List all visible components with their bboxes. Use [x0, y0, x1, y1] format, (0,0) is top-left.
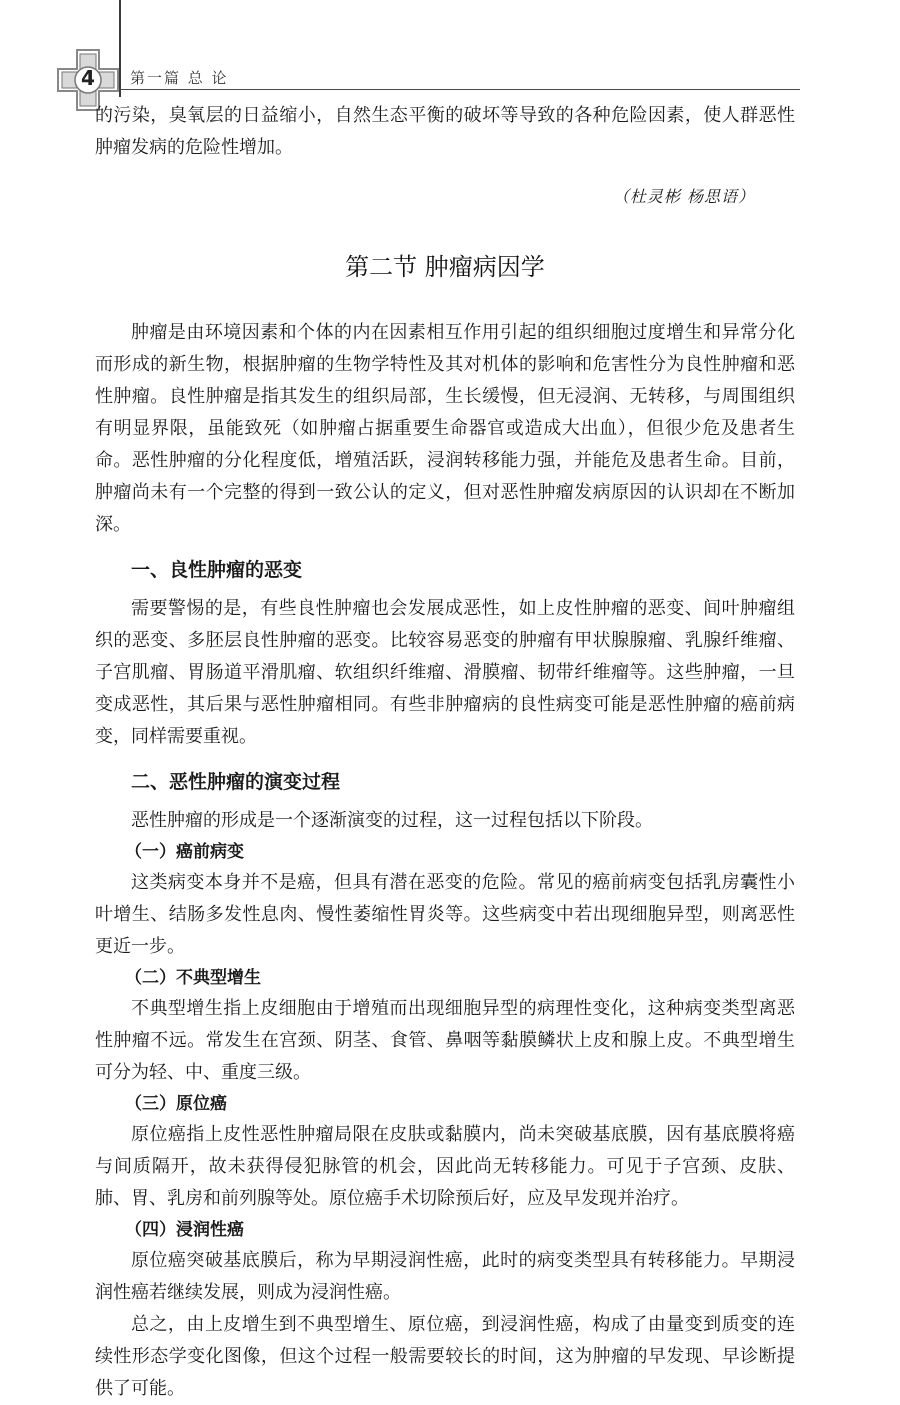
paragraph-invasive-carcinoma: 原位癌突破基底膜后，称为早期浸润性癌，此时的病变类型具有转移能力。早期浸润性癌若继续发展，则成为浸润性癌。: [95, 1250, 795, 1303]
paragraph-benign-malignant-change: 需要警惕的是，有些良性肿瘤也会发展成恶性，如上皮性肿瘤的恶变、间叶肿瘤组织的恶变、多胚层良性肿瘤的恶变。比较容易恶变的肿瘤有甲状腺腺瘤、乳腺纤维瘤、子宫肌瘤、胃肠道平滑肌瘤、软组织纤维瘤、滑膜瘤、韧带纤维瘤等。这些肿瘤，一旦变成恶性，其后果与恶性肿瘤相同。有些非肿瘤病的良性病变可能是恶性肿瘤的癌前病变，同样需要重视。: [95, 598, 795, 747]
subheading-invasive-carcinoma: （四）浸润性癌: [125, 1220, 244, 1240]
subheading-precancerous: （一）癌前病变: [125, 842, 244, 862]
header-horizontal-rule: [119, 89, 800, 90]
section-title: 第二节 肿瘤病因学: [345, 253, 545, 281]
page-number: 4: [81, 66, 95, 90]
subheading-carcinoma-in-situ: （三）原位癌: [125, 1094, 227, 1114]
carryover-paragraph: 的污染，臭氧层的日益缩小，自然生态平衡的破坏等导致的各种危险因素，使人群恶性肿瘤发病的危险性增加。: [95, 105, 795, 158]
page-body: [95, 100, 795, 1405]
intro-paragraph: 肿瘤是由环境因素和个体的内在因素相互作用引起的组织细胞过度增生和异常分化而形成的新生物，根据肿瘤的生物学特性及其对机体的影响和危害性分为良性肿瘤和恶性肿瘤。良性肿瘤是指其发生的组织局部，生长缓慢，但无浸润、无转移，与周围组织有明显界限，虽能致死（如肿瘤占据重要生命器官或造成大出血），但很少危及患者生命。恶性肿瘤的分化程度低，增殖活跃，浸润转移能力强，并能危及患者生命。目前，肿瘤尚未有一个完整的得到一致公认的定义，但对恶性肿瘤发病原因的认识却在不断加深。: [95, 322, 795, 535]
paragraph-precancerous: 这类病变本身并不是癌，但具有潜在恶变的危险。常见的癌前病变包括乳房囊性小叶增生、结肠多发性息肉、慢性萎缩性胃炎等。这些病变中若出现细胞异型，则离恶性更近一步。: [95, 872, 795, 957]
author-line: （杜灵彬 杨思语）: [612, 187, 755, 206]
summary-paragraph: 总之，由上皮增生到不典型增生、原位癌，到浸润性癌，构成了由量变到质变的连续性形态学变化图像，但这个过程一般需要较长的时间，这为肿瘤的早发现、早诊断提供了可能。: [95, 1314, 795, 1399]
heading-malignant-evolution: 二、恶性肿瘤的演变过程: [131, 771, 341, 793]
paragraph-atypical-hyperplasia: 不典型增生指上皮细胞由于增殖而出现细胞异型的病理性变化，这种病变类型离恶性肿瘤不远。常发生在宫颈、阴茎、食管、鼻咽等黏膜鳞状上皮和腺上皮。不典型增生可分为轻、中、重度三级。: [95, 998, 795, 1083]
subheading-atypical-hyperplasia: （二）不典型增生: [125, 968, 261, 988]
paragraph-carcinoma-in-situ: 原位癌指上皮性恶性肿瘤局限在皮肤或黏膜内，尚未突破基底膜，因有基底膜将癌与间质隔开，故未获得侵犯脉管的机会，因此尚无转移能力。可见于子宫颈、皮肤、肺、胃、乳房和前列腺等处。原位癌手术切除预后好，应及早发现并治疗。: [95, 1124, 795, 1209]
paragraph-malignant-evolution: 恶性肿瘤的形成是一个逐渐演变的过程，这一过程包括以下阶段。: [131, 810, 653, 831]
running-head: 第一篇 总 论: [130, 69, 229, 87]
heading-benign-malignant-change: 一、良性肿瘤的恶变: [131, 559, 303, 581]
